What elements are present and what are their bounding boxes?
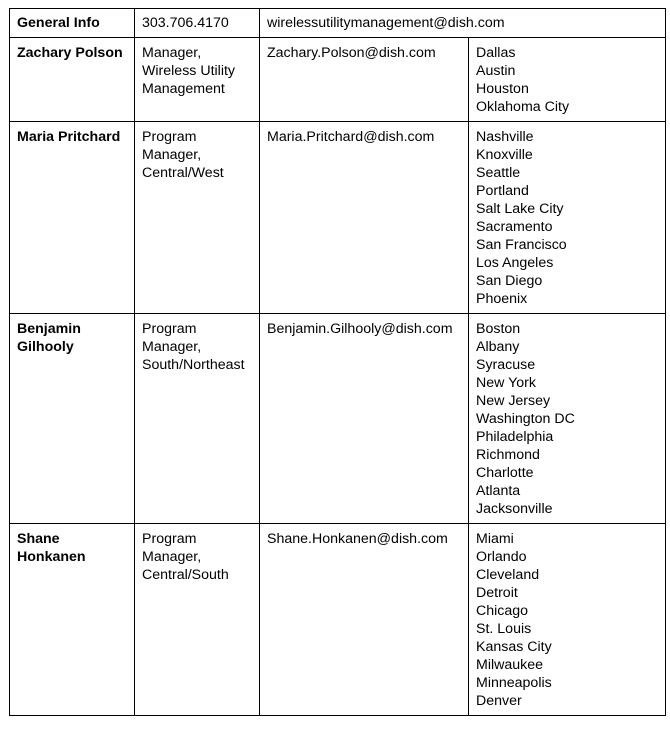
contact-title-line: Management — [142, 81, 225, 97]
contact-cities-line: St. Louis — [476, 621, 532, 637]
contact-cities-line: Richmond — [476, 447, 540, 463]
contact-cities-line: Charlotte — [476, 465, 534, 481]
contact-row — [10, 524, 666, 716]
general-email: wirelessutilitymanagement@dish.com — [260, 9, 666, 38]
contact-name-line: Honkanen — [17, 549, 86, 565]
contact-title-line: Central/West — [142, 165, 224, 181]
contact-cities-line: Los Angeles — [476, 255, 554, 271]
contact-cities-line: Oklahoma City — [476, 99, 570, 115]
contacts-table — [9, 8, 666, 716]
contact-cities-line: Portland — [476, 183, 529, 199]
contact-title-line: Wireless Utility — [142, 63, 236, 79]
contact-cities-line: Minneapolis — [476, 675, 552, 691]
contact-cities — [469, 314, 666, 524]
contact-cities-line: Cleveland — [476, 567, 540, 583]
contact-cities-line: Houston — [476, 81, 529, 97]
contact-cities-line: Washington DC — [476, 411, 575, 427]
general-info-row — [10, 9, 666, 38]
general-phone: 303.706.4170 — [135, 9, 260, 38]
contact-cities-line: Atlanta — [476, 483, 521, 499]
contact-name — [10, 314, 135, 524]
contact-name-line: Shane — [17, 531, 60, 547]
contact-title — [135, 524, 260, 716]
contact-email: Benjamin.Gilhooly@dish.com — [260, 314, 469, 524]
contact-email: Maria.Pritchard@dish.com — [260, 122, 469, 314]
general-info-label: General Info — [10, 9, 135, 38]
contact-cities-line: Sacramento — [476, 219, 553, 235]
contact-cities-line: Dallas — [476, 45, 516, 61]
contact-cities-line: Chicago — [476, 603, 529, 619]
contact-cities-line: Denver — [476, 693, 522, 709]
contact-title — [135, 38, 260, 122]
contact-row — [10, 122, 666, 314]
contact-title — [135, 314, 260, 524]
contact-cities — [469, 524, 666, 716]
contact-cities-line: Jacksonville — [476, 501, 553, 517]
contact-email: Zachary.Polson@dish.com — [260, 38, 469, 122]
contact-name-line: Maria Pritchard — [17, 129, 121, 145]
contact-cities-line: San Francisco — [476, 237, 567, 253]
contact-email: Shane.Honkanen@dish.com — [260, 524, 469, 716]
contact-cities-line: Albany — [476, 339, 520, 355]
contact-title-line: Manager, — [142, 549, 202, 565]
contact-cities-line: Seattle — [476, 165, 521, 181]
contact-row — [10, 38, 666, 122]
contact-cities-line: Austin — [476, 63, 516, 79]
contact-name — [10, 122, 135, 314]
contact-cities — [469, 122, 666, 314]
contact-cities-line: Milwaukee — [476, 657, 544, 673]
contact-cities-line: New York — [476, 375, 536, 391]
contact-title-line: Program — [142, 321, 197, 337]
contact-cities-line: Nashville — [476, 129, 534, 145]
contact-cities-line: New Jersey — [476, 393, 551, 409]
contacts-table-body — [10, 9, 666, 716]
contact-name — [10, 524, 135, 716]
contact-cities-line: Detroit — [476, 585, 518, 601]
contact-row — [10, 314, 666, 524]
contact-name-line: Benjamin — [17, 321, 81, 337]
contact-cities-line: Salt Lake City — [476, 201, 564, 217]
contact-cities-line: Boston — [476, 321, 521, 337]
contact-name-line: Gilhooly — [17, 339, 74, 355]
contact-cities-line: Syracuse — [476, 357, 536, 373]
contact-cities-line: Kansas City — [476, 639, 552, 655]
contact-cities-line: San Diego — [476, 273, 543, 289]
contact-name-line: Zachary Polson — [17, 45, 123, 61]
contact-cities-line: Knoxville — [476, 147, 533, 163]
contact-title-line: South/Northeast — [142, 357, 245, 373]
contact-title-line: Manager, — [142, 339, 202, 355]
contact-title-line: Program — [142, 129, 197, 145]
contact-cities — [469, 38, 666, 122]
contact-title-line: Manager, — [142, 147, 202, 163]
contact-name — [10, 38, 135, 122]
contact-title-line: Program — [142, 531, 197, 547]
contact-cities-line: Miami — [476, 531, 514, 547]
contact-title-line: Central/South — [142, 567, 229, 583]
contact-cities-line: Orlando — [476, 549, 527, 565]
contact-cities-line: Phoenix — [476, 291, 528, 307]
contact-title-line: Manager, — [142, 45, 202, 61]
contact-cities-line: Philadelphia — [476, 429, 554, 445]
contact-title — [135, 122, 260, 314]
